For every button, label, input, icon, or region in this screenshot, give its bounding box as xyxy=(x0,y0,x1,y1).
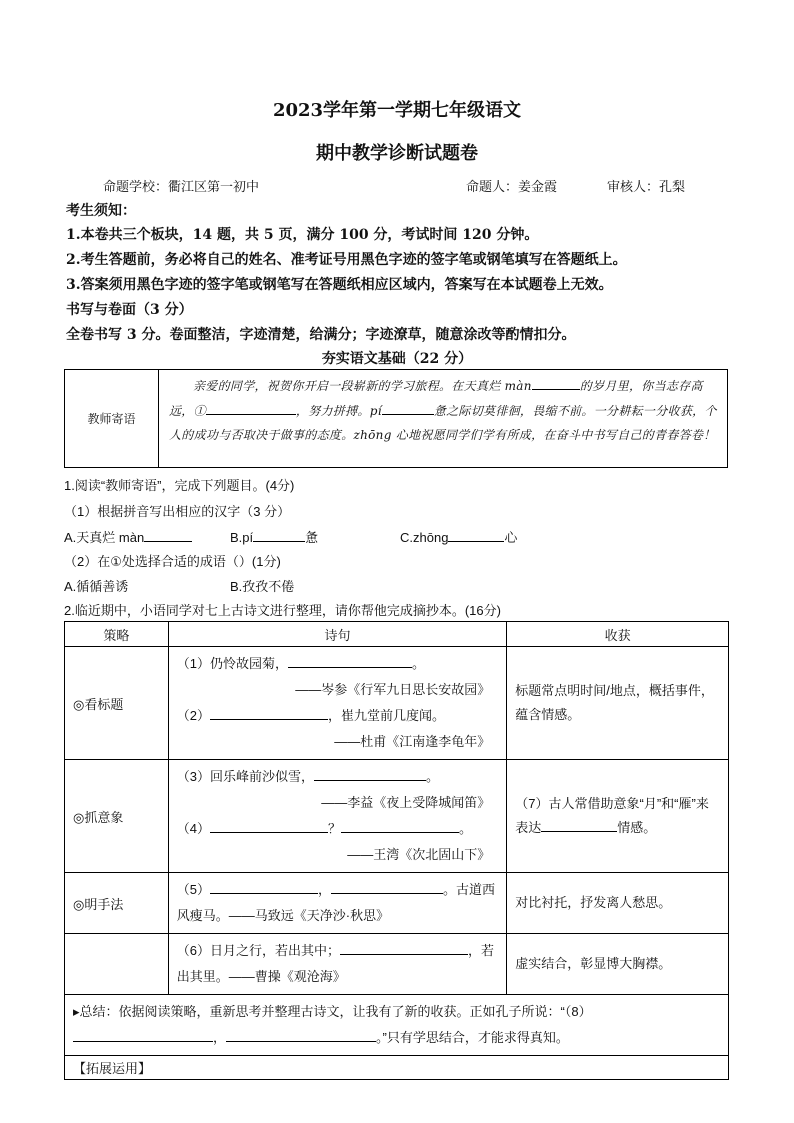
strategy-empty xyxy=(65,934,169,995)
teacher-message-label: 教师寄语 xyxy=(65,370,159,467)
answer-blank-3[interactable] xyxy=(314,766,426,781)
verse-source: ——李益《夜上受降城闻笛》 xyxy=(321,795,491,810)
summary-cell: ▸总结：依据阅读策略，重新思考并整理古诗文，让我有了新的收获。正如孔子所说：“（8） ， 。”只有学思结合，才能求得真知。 xyxy=(65,995,729,1056)
q2-stem: 2.临近期中，小语同学对七上古诗文进行整理，请你帮他完成摘抄本。(16分) xyxy=(64,603,501,618)
verse-source: ——王湾《次北固山下》 xyxy=(347,847,491,862)
writing-rule: 全卷书写 3 分。卷面整洁，字迹清楚，给满分；字迹潦草，随意涂改等酌情扣分。 xyxy=(66,327,576,343)
strategy-imagery: ◎抓意象 xyxy=(65,760,169,873)
answer-blank-4b[interactable] xyxy=(341,818,459,833)
answer-blank-8b[interactable] xyxy=(226,1027,376,1042)
answer-blank-c[interactable] xyxy=(448,527,504,542)
q1-choice-a: A.循循善诱 xyxy=(64,579,129,594)
author-label: 命题人：姜金霞 xyxy=(466,179,558,194)
teacher-message-text: 亲爱的同学，祝贺你开启一段崭新的学习旅程。在天真烂 màn 的岁月里，你当志存高远，① ，努力拼搏。pí 惫之际切莫徘徊，畏缩不前。一分耕耘一分收获，个人的成功与否取决于做事的态度。zhōng 心地祝愿同学们学有所成，在奋斗中书写自己的青春答卷！ xyxy=(169,374,723,448)
writing-heading: 书写与卷面（3 分） xyxy=(66,302,193,318)
answer-blank-2[interactable] xyxy=(210,705,328,720)
verse-cell: （1）仍怜故园菊， 。 ——岑参《行军九日思长安故园》 （2） ，崔九堂前几度闻。 ——杜甫《江南逢李龟年》 xyxy=(168,647,507,760)
notice-item-1: 1.本卷共三个板块，14 题，共 5 页，满分 100 分，考试时间 120 分钟。 xyxy=(66,227,539,243)
school-label: 命题学校：衢江区第一初中 xyxy=(103,179,260,194)
gain-cell: 对比衬托，抒发离人愁思。 xyxy=(507,873,729,934)
q1-sub1: （1）根据拼音写出相应的汉字（3 分） xyxy=(64,504,291,519)
gain-cell: 标题常点明时间/地点，概括事件，蕴含情感。 xyxy=(507,647,729,760)
section-title: 夯实语文基础（22 分） xyxy=(321,351,473,367)
notice-heading: 考生须知： xyxy=(66,203,136,219)
verse-cell: （5） ， 。古道西风瘦马。——马致远《天净沙·秋思》 xyxy=(168,873,507,934)
q1-option-b: B.pí 惫 xyxy=(230,527,318,546)
exam-subtitle: 期中教学诊断试题卷 xyxy=(316,143,478,164)
q1-option-a: A.天真烂 màn xyxy=(64,527,192,546)
header-strategy: 策略 xyxy=(65,622,169,647)
gain-cell: 虚实结合，彰显博大胸襟。 xyxy=(507,934,729,995)
notice-item-2: 2.考生答题前，务必将自己的姓名、准考证号用黑色字迹的签字笔或钢笔填写在答题纸上。 xyxy=(66,252,627,268)
answer-blank-6[interactable] xyxy=(340,940,468,955)
answer-blank-5b[interactable] xyxy=(331,879,443,894)
q1-sub2: （2）在①处选择合适的成语（）(1分) xyxy=(64,554,281,569)
exam-title: 2023学年第一学期七年级语文 xyxy=(272,100,522,121)
verse-source: ——杜甫《江南逢李龟年》 xyxy=(334,734,491,749)
blank-man[interactable] xyxy=(532,375,580,390)
answer-blank-8a[interactable] xyxy=(73,1027,213,1042)
answer-blank-4a[interactable] xyxy=(210,818,328,833)
answer-blank-a[interactable] xyxy=(144,527,192,542)
gain-cell: （7）古人常借助意象“月”和“雁”来表达 情感。 xyxy=(507,760,729,873)
teacher-message-box xyxy=(64,369,728,468)
verse-source: ——岑参《行军九日思长安故园》 xyxy=(295,682,491,697)
answer-blank-b[interactable] xyxy=(253,527,305,542)
reviewer-label: 审核人：孔梨 xyxy=(607,179,686,194)
answer-blank-1[interactable] xyxy=(288,653,412,668)
extend-section: 【拓展运用】 xyxy=(65,1056,729,1080)
answer-blank-5a[interactable] xyxy=(210,879,318,894)
q1-stem: 1.阅读“教师寄语”，完成下列题目。(4分) xyxy=(64,478,295,493)
q1-option-c: C.zhōng 心 xyxy=(400,527,517,546)
strategy-title: ◎看标题 xyxy=(65,647,169,760)
poem-table xyxy=(64,621,729,1080)
blank-pi[interactable] xyxy=(382,400,434,415)
header-gain: 收获 xyxy=(507,622,729,647)
blank-1[interactable] xyxy=(206,400,296,415)
answer-blank-7[interactable] xyxy=(541,817,617,832)
verse-cell: （3）回乐峰前沙似雪， 。 ——李益《夜上受降城闻笛》 （4） ？ 。 ——王湾《次北固山下》 xyxy=(168,760,507,873)
strategy-technique: ◎明手法 xyxy=(65,873,169,934)
notice-item-3: 3.答案须用黑色字迹的签字笔或钢笔写在答题纸相应区域内，答案写在本试题卷上无效。 xyxy=(66,277,613,293)
q1-choice-b: B.孜孜不倦 xyxy=(230,579,295,594)
verse-cell: （6）日月之行，若出其中； ，若出其里。——曹操《观沧海》 xyxy=(168,934,507,995)
header-verse: 诗句 xyxy=(168,622,507,647)
